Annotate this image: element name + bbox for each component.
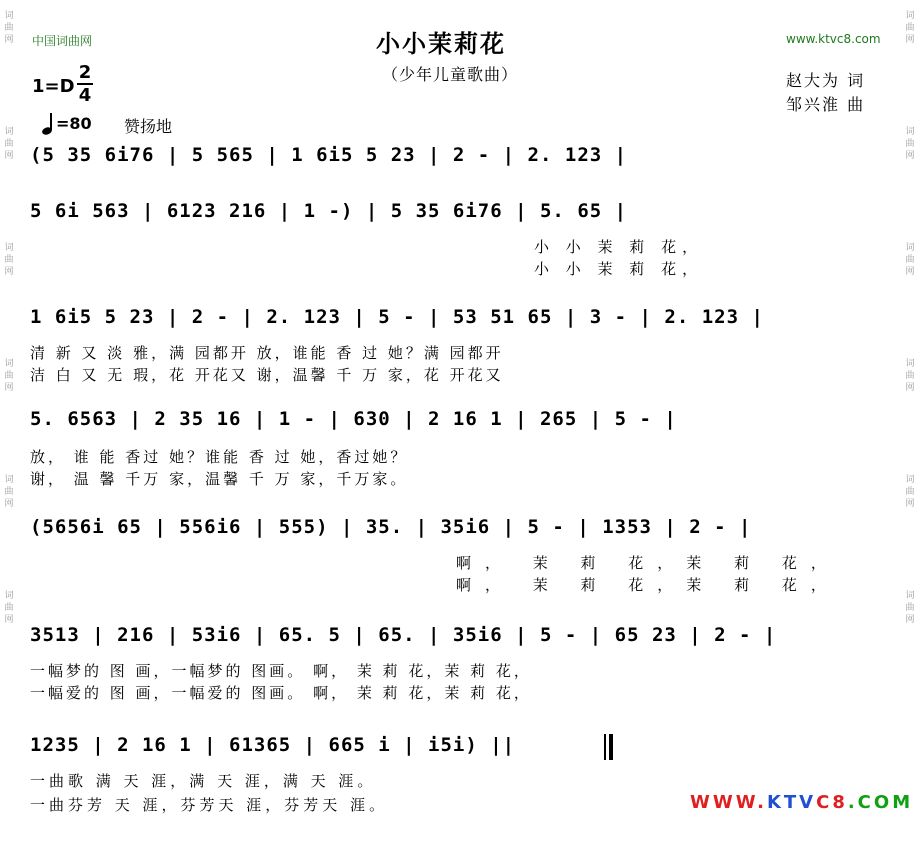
time-signature-bottom: 4 [78, 85, 92, 106]
expression-marking: 赞扬地 [124, 117, 173, 136]
ktvc8-watermark-logo [690, 792, 913, 813]
site-name-left: 中国词曲网 [32, 34, 93, 48]
score-system-3: 1 6i5 5 23 | 2 - | 2. 123 | 5 - | 53 51 65 | 3 - | 2. 123 | [30, 306, 764, 328]
lyrics-system-5-verse-1: 啊， 茉 莉 花，茉 莉 花， [456, 554, 840, 572]
lyrics-system-2-verse-2: 小 小 茉 莉 花， [534, 260, 704, 278]
time-signature [76, 62, 94, 106]
lyrics-system-6-verse-1: 一幅梦的 图 画，一幅梦的 图画。 啊， 茉 莉 花，茉 莉 花， [30, 662, 532, 680]
lyricist-credit: 赵大为 词 [786, 71, 866, 90]
score-system-5: (5656i 65 | 556i6 | 555) | 35. | 35i6 | 5 - | 1353 | 2 - | [30, 516, 752, 538]
left-sidebar-watermark: 词曲网 词曲网 词曲网 词曲网 词曲网 词曲网 [4, 11, 14, 625]
score-system-4: 5. 6563 | 2 35 16 | 1 - | 630 | 2 16 1 | 265 | 5 - | [30, 408, 677, 430]
lyrics-system-4-verse-1: 放， 谁 能 香过 她？谁能 香 过 她，香过她？ [30, 448, 409, 466]
score-system-1: (5 35 6i76 | 5 565 | 1 6i5 5 23 | 2 - | 2. 123 | [30, 144, 628, 166]
lyrics-system-7-verse-2: 一曲芬芳 天 涯，芬芳天 涯，芬芳天 涯。 [30, 796, 389, 814]
lyrics-system-2-verse-1: 小 小 茉 莉 花， [534, 238, 704, 256]
song-subtitle: （少年儿童歌曲） [382, 65, 519, 84]
composer-credit: 邹兴淮 曲 [786, 95, 866, 114]
lyrics-system-3-verse-1: 清 新 又 淡 雅，满 园都开 放，谁能 香 过 她？满 园都开 [30, 344, 504, 362]
tempo-marking: =80 [56, 114, 92, 133]
site-url-right: www.ktvc8.com [786, 32, 881, 46]
watermark-part-3: C8 [816, 792, 848, 813]
watermark-part-1: WWW. [690, 792, 767, 813]
lyrics-system-4-verse-2: 谢， 温 馨 千万 家，温馨 千 万 家，千万家。 [30, 470, 409, 488]
quarter-note-icon [40, 112, 54, 134]
final-barline-thick [609, 734, 613, 760]
key-signature: 1=D [32, 76, 75, 97]
lyrics-system-3-verse-2: 洁 白 又 无 瑕，花 开花又 谢，温馨 千 万 家，花 开花又 [30, 366, 504, 384]
lyrics-system-5-verse-2: 啊， 茉 莉 花，茉 莉 花， [456, 576, 840, 594]
score-system-7: 1235 | 2 16 1 | 61365 | 665 i | i5i) || [30, 734, 516, 756]
score-system-6: 3513 | 216 | 53i6 | 65. 5 | 65. | 35i6 | 5 - | 65 23 | 2 - | [30, 624, 777, 646]
time-signature-top: 2 [78, 62, 92, 83]
watermark-part-2: KTV [766, 792, 817, 813]
final-barline-thin [604, 734, 606, 760]
lyrics-system-6-verse-2: 一幅爱的 图 画，一幅爱的 图画。 啊， 茉 莉 花，茉 莉 花， [30, 684, 532, 702]
right-sidebar-watermark: 词曲网 词曲网 词曲网 词曲网 词曲网 词曲网 [905, 11, 915, 625]
song-title: 小小茉莉花 [376, 30, 506, 58]
lyrics-system-7-verse-1: 一曲歌 满 天 涯，满 天 涯，满 天 涯。 [30, 772, 377, 790]
watermark-part-4: .COM [847, 792, 914, 813]
score-system-2: 5 6i 563 | 6123 216 | 1 -) | 5 35 6i76 | 5. 65 | [30, 200, 628, 222]
